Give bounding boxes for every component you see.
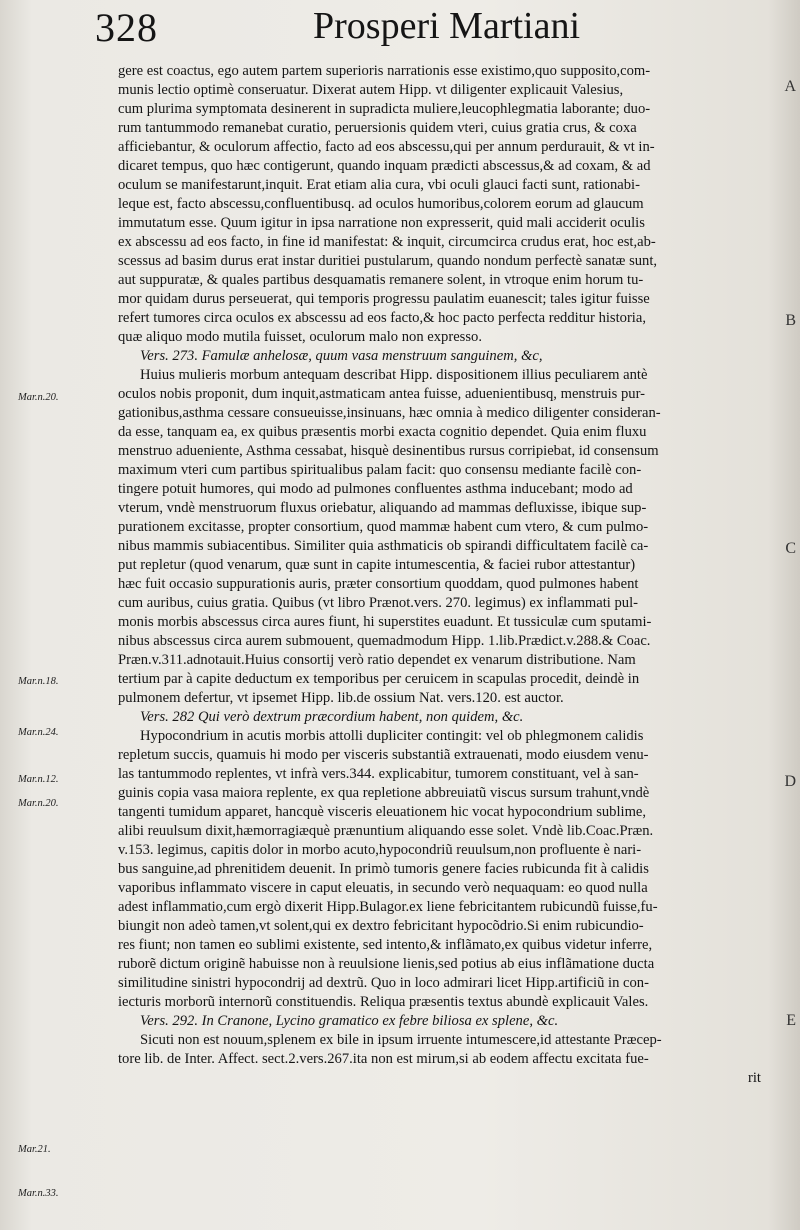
margin-letter-d: D — [784, 773, 796, 790]
page-number: 328 — [95, 5, 158, 50]
text-line: da esse, tanquam ea, ex quibus præsentis morbi exacta cognitio dependet. Quia enim fluxu — [118, 424, 647, 440]
text-line: gationibus,asthma cessare consueuisse,insinuans, hæc omnia à medico diligenter consideran- — [118, 405, 661, 421]
text-line: alibi reuulsum dixit,hæmorragiæquè prænuntium aliquando esse solet. Vndè lib.Coac.Præn. — [118, 823, 654, 839]
text-line: iecturis morborũ internorũ constituendis. Reliqua præsentis textus abundè explicauit Vales. — [118, 994, 649, 1010]
text-line: nibus abscessus circa aurem submouent, quemadmodum Hipp. 1.lib.Prædict.v.288.& Coac. — [118, 633, 651, 649]
marginal-note: Mar.n.18. — [18, 676, 59, 687]
text-line: oculum se manifestarunt,inquit. Erat etiam alia cura, vbi oculi glauci facti sunt, rationabi- — [118, 177, 640, 193]
text-line: dicaret tempus, quo hæc contigerunt, quando inquam prædicti abscessus,& ad coxam, & ad — [118, 158, 651, 174]
marginal-note: Mar.n.20. — [18, 392, 59, 403]
text-line: cum plurima symptomata desinerent in supradicta muliere,leucophlegmatia laborante; duo- — [118, 101, 651, 117]
text-line: bus sanguine,ad phrenitidem deuenit. In primò tumoris genere facies rubicunda fit à calidis — [118, 861, 649, 877]
text-line: Hypocondrium in acutis morbis attolli dupliciter contingit: vel ob phlegmonem calidis — [140, 728, 644, 744]
text-line: refert tumores circa oculos ex abscessu ad eos facto,& hoc pacto perfecta redditur historia, — [118, 310, 646, 326]
text-line: gere est coactus, ego autem partem superioris narrationis esse existimo,quo supposito,com- — [118, 63, 651, 79]
text-line: afficiebantur, & oculorum affectio, facto ad eos abscessu,qui per annum perdurauit, & vt in- — [118, 139, 655, 155]
marginal-note: Mar.21. — [18, 1144, 51, 1155]
text-line: quæ aliquo modo mutila fuisset, oculorum malo non expresso. — [118, 329, 482, 345]
text-line: repletum succis, quamuis hi modo per visceris substantiã extrauenati, modo eiusdem venu- — [118, 747, 649, 763]
text-line: guinis copia vasa maiora replente, ex qua repletione abbreuiatũ viscus sursum trahunt,vndè — [118, 785, 650, 801]
text-line: ex abscessu ad eos facto, in fine id manifestat: & inquit, circumcirca crudus erat, hoc est,ab- — [118, 234, 656, 250]
marginal-note: Mar.n.20. — [18, 798, 59, 809]
text-line: vterum, vndè menstruorum fluxus oriebatur, aliquando ad mammas defluxisse, ibique sup- — [118, 500, 647, 516]
text-line: tertium par à capite deductum ex temporibus per ceruicem in scapulas procedit, deindè in — [118, 671, 640, 687]
text-line: Præn.v.311.adnotauit.Huius consortij verò ratio dependet ex venarum distributione. Nam — [118, 652, 636, 668]
text-line: tore lib. de Inter. Affect. sect.2.vers.267.ita non est mirum,si ab eodem affectu excitata fue- — [118, 1051, 649, 1067]
text-line: Huius mulieris morbum antequam describat Hipp. dispositionem illius peculiarem antè — [140, 367, 648, 383]
text-line: adest inflammatio,cum ergò dixerit Hipp.Bulagor.ex liene febricitantem rubicundũ fuisse,fu- — [118, 899, 658, 915]
margin-letter-e: E — [786, 1012, 796, 1029]
marginal-note: Mar.n.12. — [18, 774, 59, 785]
text-line: put repletur (quod venarum, quæ sunt in capite intumescentia, & faciei rubor attestantur) — [118, 557, 636, 573]
catchword: rit — [748, 1070, 761, 1086]
verse-heading: Vers. 282 Qui verò dextrum præcordium habent, non quidem, &c. — [140, 709, 524, 725]
text-line: immutatum esse. Quum igitur in ipsa narratione non expresserit, quid mali acciderit oculis — [118, 215, 645, 231]
text-line: las tantummodo replentes, vt infrà vers.344. explicabitur, tumorem constituant, vel à san- — [118, 766, 639, 782]
text-line: ruborẽ dictum originẽ habuisse non à reuulsione lienis,sed potius ab eius inflãmatione ducta — [118, 956, 655, 972]
text-line: aut suppuratæ, & quales partibus desquamatis remanere solent, in vtroque enim horum tu- — [118, 272, 644, 288]
text-line: tingere potuit humores, qui modo ad pulmones confluentes asthma inducebant; modo ad — [118, 481, 633, 497]
text-line: leque est, facto abscessu,confluentibusq. ad oculos humoribus,colorem eorum ad glaucum — [118, 196, 644, 212]
text-line: rum tantummodo remanebat curatio, peruersionis quidem vteri, cuius gratia crus, & coxa — [118, 120, 637, 136]
text-line: mor quidam durus perseuerat, qui temporis progressu paulatim euanescit; tales igitur fuisse — [118, 291, 650, 307]
text-line: menstruo adueniente, Asthma cessabat, hisquè desinentibus rursus corripiebat, id consensum — [118, 443, 659, 459]
text-line: tangenti tumidum apparet, hancquè visceris eleuationem hic vocat hypocondrium sublime, — [118, 804, 647, 820]
text-line: res fiunt; non tamen eo sublimi existente, sed intento,& inflãmato,ex quibus videtur inferre, — [118, 937, 653, 953]
text-line: Sicuti non est nouum,splenem ex bile in ipsum irruente intumescere,id attestante Præcep- — [140, 1032, 662, 1048]
text-line: hæc fuit occasio suppurationis auris, præter consortium quoddam, quod pulmones habent — [118, 576, 639, 592]
margin-letter-c: C — [785, 540, 796, 557]
text-line: pulmonem defertur, vt ipsemet Hipp. lib.de ossium Nat. vers.120. est auctor. — [118, 690, 564, 706]
text-line: munis lectio optimè conseruatur. Dixerat autem Hipp. vt diligenter explicauit Valesius, — [118, 82, 624, 98]
page-header — [95, 2, 755, 52]
body-text — [118, 62, 773, 1088]
margin-letter-a: A — [784, 78, 796, 95]
text-line: monis morbis abscessus circa aures fiunt, hi superstites euadunt. Et tussiculæ cum sputami- — [118, 614, 652, 630]
text-line: scessus ad basim durus erat instar duritiei pustularum, quando nondum perfectè sanatæ sunt, — [118, 253, 658, 269]
text-line: v.153. legimus, capitis dolor in morbo acuto,hypocondriũ reuulsum,non profluente è nari- — [118, 842, 642, 858]
verse-heading: Vers. 273. Famulæ anhelosæ, quum vasa menstruum sanguinem, &c, — [140, 348, 543, 364]
text-line: biungit non adeò tamen,vt solent,qui ex dextro febricitant hypocõdrio.Si enim rubicundio- — [118, 918, 644, 934]
text-line: maximum vteri cum partibus spiritualibus palam facit: quo consensu mediante facilè con- — [118, 462, 642, 478]
text-line: cum auribus, cuius gratia. Quibus (vt libro Prænot.vers. 270. legimus) ex inflammati pul- — [118, 595, 639, 611]
text-line: nibus mammis subiacentibus. Similiter quia asthmaticis ob spirandi difficultatem facilè ca- — [118, 538, 649, 554]
text-line: vaporibus inflammato viscere in caput eleuatis, in secundo verò nequaquam: eo quod nulla — [118, 880, 648, 896]
marginal-note: Mar.n.33. — [18, 1188, 59, 1199]
verse-heading: Vers. 292. In Cranone, Lycino gramatico ex febre biliosa ex splene, &c. — [140, 1013, 559, 1029]
running-title: Prosperi Martiani — [313, 5, 581, 47]
text-line: oculos nobis proponit, dum inquit,astmaticam antea fuisse, aduenientibusq, menstruis pur- — [118, 386, 646, 402]
margin-letter-b: B — [785, 312, 796, 329]
marginal-note: Mar.n.24. — [18, 727, 59, 738]
text-line: purationem excitasse, propter consortium, quod mammæ habent cum vtero, & cum pulmo- — [118, 519, 649, 535]
text-line: similitudine sinistri hypocondrij ad dextrũ. Quo in loco admirari licet Hipp.artificiũ in con- — [118, 975, 649, 991]
facing-page-bleed — [758, 0, 798, 60]
